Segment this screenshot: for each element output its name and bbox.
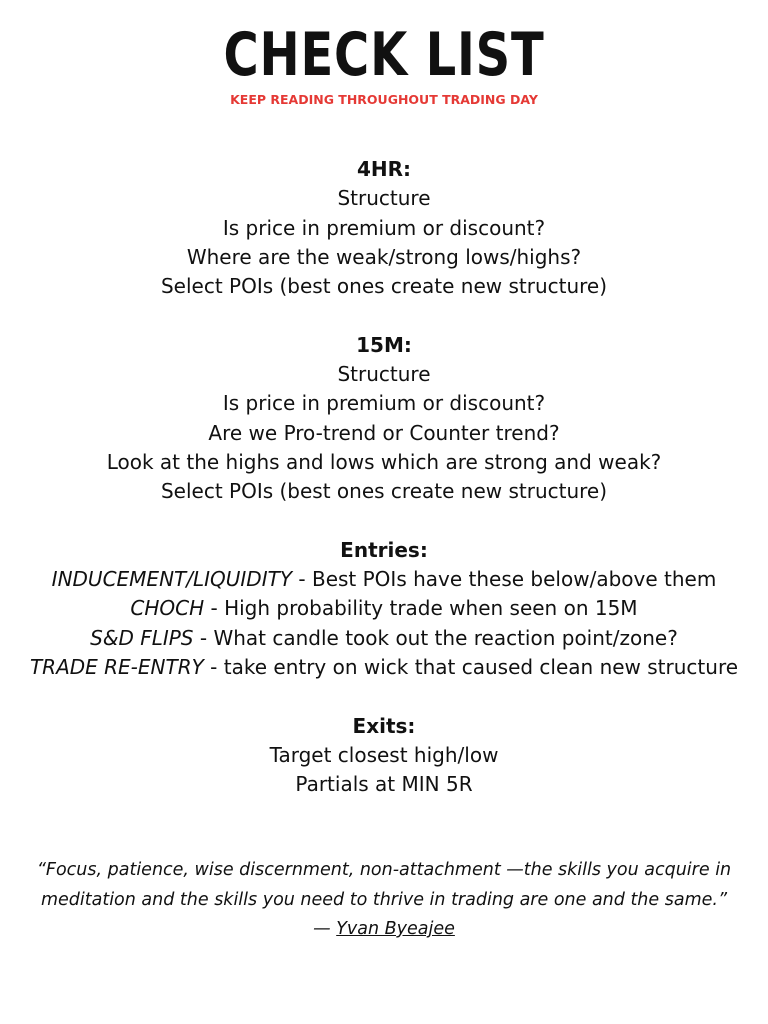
checklist-item: Is price in premium or discount? [222,391,546,416]
quote-attribution [0,915,768,945]
checklist-item: Partials at MIN 5R [295,772,473,797]
section-15m [0,331,768,507]
section-spacer [0,682,768,711]
section-spacer [0,507,768,536]
checklist-content [0,155,768,800]
section-heading-entries: Entries: [340,537,428,562]
checklist-item: Look at the highs and lows which are strong and weak? [106,449,662,474]
quote-line: meditation and the skills you need to thrive in trading are one and the same.” [40,889,728,910]
section-exits [0,712,768,800]
entry-item [0,565,768,594]
entry-term: TRADE RE-ENTRY [29,655,204,680]
quote-author: Yvan Byeajee [336,919,455,939]
entry-description: - High probability trade when seen on 15M [204,596,638,621]
entry-description: - take entry on wick that caused clean new structure [203,655,739,680]
section-spacer [0,301,768,330]
page-subtitle: KEEP READING THROUGHOUT TRADING DAY [230,92,538,107]
entry-term: S&D FLIPS [90,625,194,650]
entry-item [0,594,768,623]
checklist-item: Is price in premium or discount? [222,215,546,240]
checklist-item: Are we Pro-trend or Counter trend? [208,420,560,445]
checklist-item: Structure [337,362,431,387]
section-4hr [0,155,768,301]
entry-description: - What candle took out the reaction point/zone? [193,625,678,650]
entry-item [0,624,768,653]
section-entries [0,536,768,682]
quote-dash: — [313,919,337,939]
checklist-item: Where are the weak/strong lows/highs? [186,244,582,269]
quote-block [0,856,768,945]
entry-item [0,653,768,682]
entry-description: - Best POIs have these below/above them [292,567,717,592]
entry-term: INDUCEMENT/LIQUIDITY [51,567,293,592]
page-title: CHECK LIST [223,20,545,90]
section-heading-15m: 15M: [356,332,412,357]
section-heading-4hr: 4HR: [356,157,412,181]
checklist-item: Select POIs (best ones create new structure) [160,479,608,504]
checklist-item: Structure [337,186,431,211]
quote-line: “Focus, patience, wise discernment, non-attachment —the skills you acquire in [36,860,732,880]
section-heading-exits: Exits: [352,713,416,738]
checklist-item: Select POIs (best ones create new structure) [160,274,608,299]
entry-term: CHOCH [130,596,205,621]
checklist-item: Target closest high/low [269,742,499,767]
